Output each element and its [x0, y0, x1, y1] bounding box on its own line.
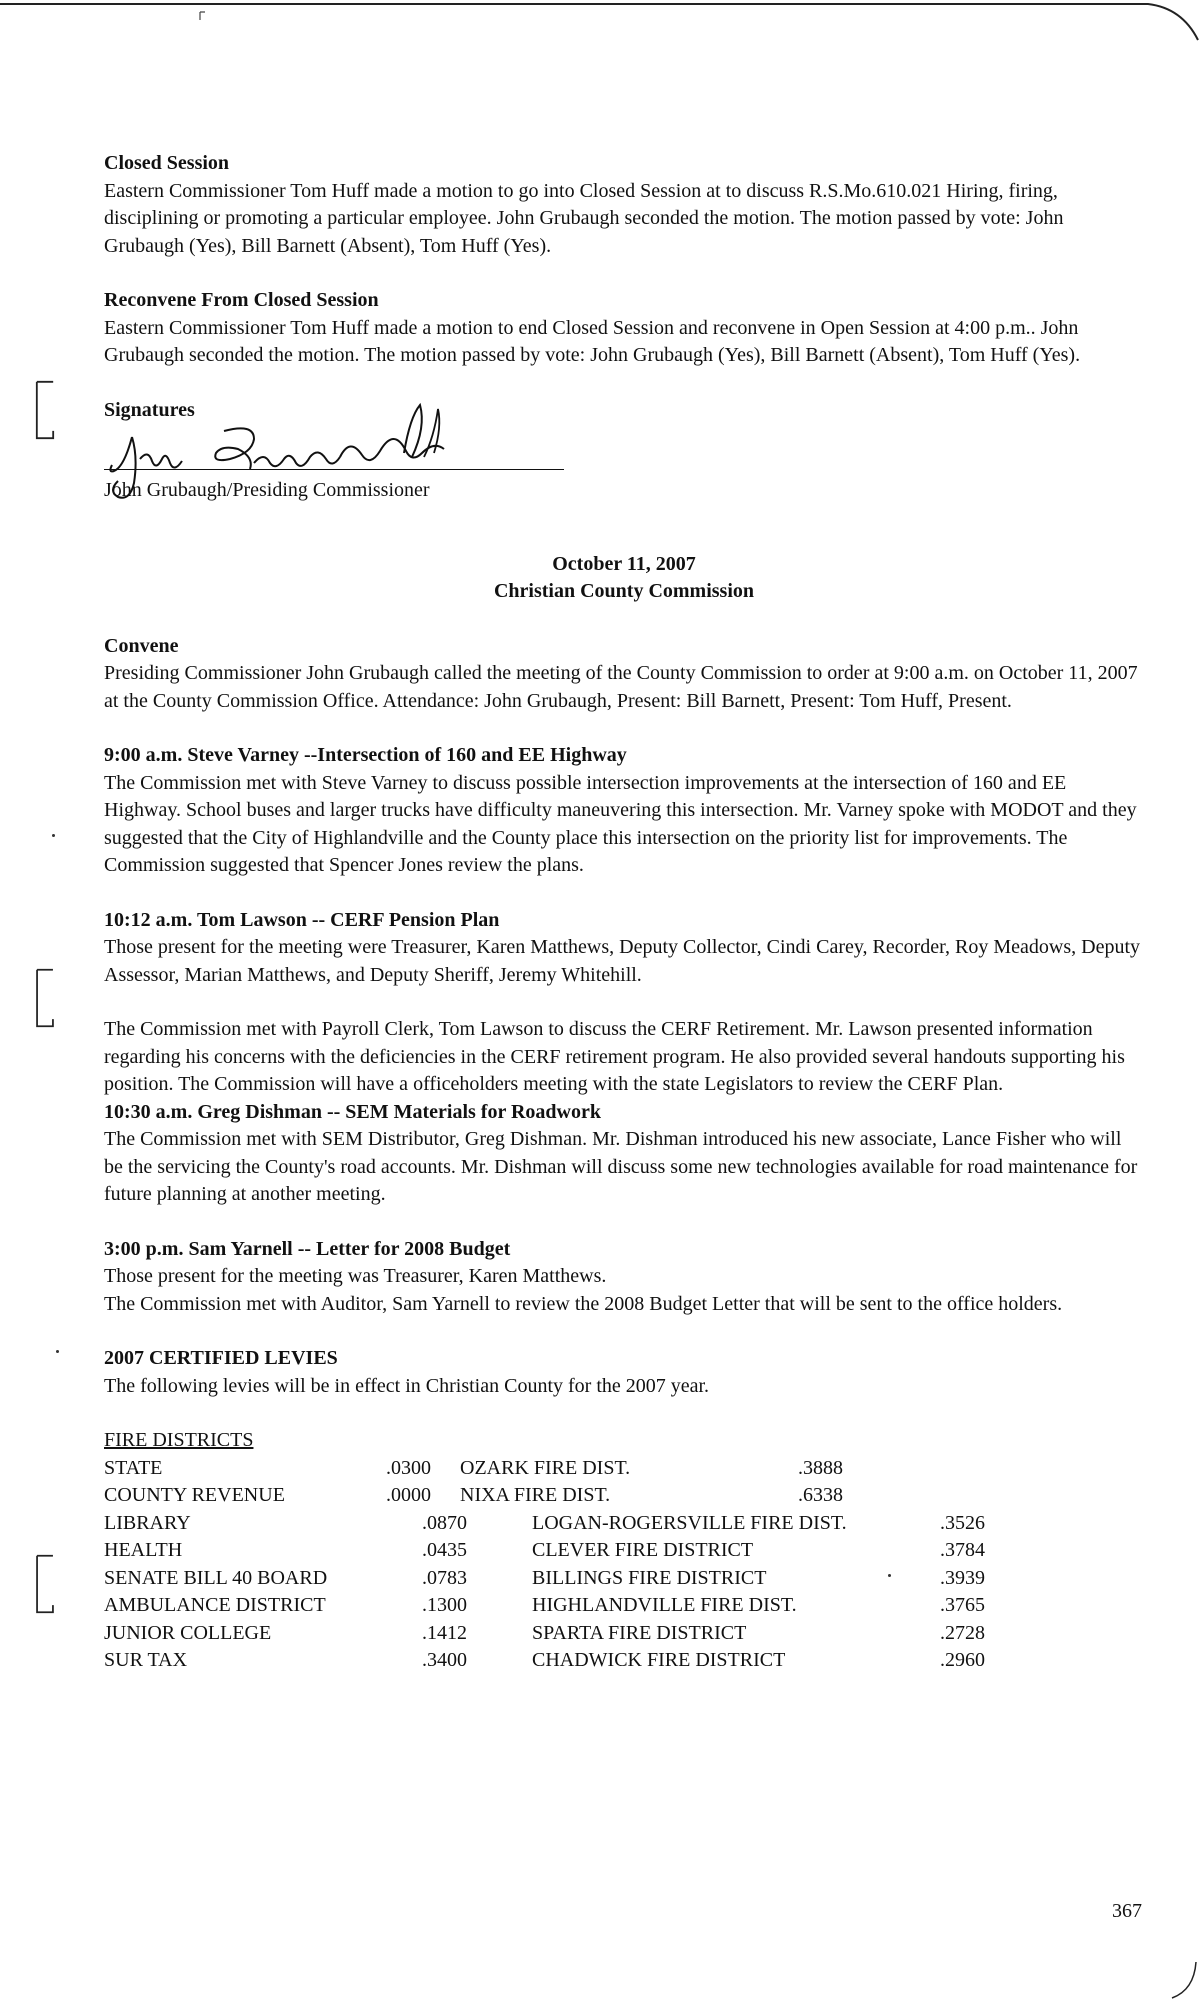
lawson-heading: 10:12 a.m. Tom Lawson -- CERF Pension Plan [104, 908, 500, 931]
levy-left-value: .0783 [422, 1566, 467, 1589]
levy-right-value: .3784 [940, 1539, 985, 1561]
closed-session-text: Eastern Commissioner Tom Huff made a motion to go into Closed Session at to discuss R.S.Mo.610.021 Hiring, firing, disciplining or promoting a particular employee. John Grubaugh seconded the motion. The motion passed by vote: John Grubaugh (Yes), Bill Barnett (Absent), Tom Huff (Yes). [104, 179, 1064, 257]
varney-text: The Commission met with Steve Varney to discuss possible intersection improvements at the intersection of 160 and EE Highway. School buses and larger trucks have difficulty maneuvering this intersection. Mr. Varney spoke with MODOT and they suggested that the City of Highlandville and the County place this intersection on the priority list for improvements. The Commission suggested that Spencer Jones review the plans. [104, 771, 1137, 876]
levy-left-name: JUNIOR COLLEGE [104, 1621, 272, 1644]
levy-left-name: SUR TAX [104, 1649, 188, 1671]
lawson-attendance-text: Those present for the meeting were Treasurer, Karen Matthews, Deputy Collector, Cindi Carey, Recorder, Roy Meadows, Deputy Assessor, Marian Matthews, and Deputy Sheriff, Jeremy Whitehill. [104, 936, 1141, 986]
levy-right-name: SPARTA FIRE DISTRICT [532, 1621, 747, 1644]
levy-right-value: .2728 [940, 1621, 985, 1644]
levy-row [104, 1647, 1144, 1675]
speck-mark [56, 1350, 59, 1353]
minutes-body [104, 150, 1144, 1675]
levy-right-name: OZARK FIRE DIST. [460, 1456, 631, 1479]
levy-right-name: LOGAN-ROGERSVILLE FIRE DIST. [532, 1511, 847, 1534]
levy-right-value: .3765 [940, 1594, 985, 1616]
levies-table [104, 1427, 1144, 1675]
levy-right-name: BILLINGS FIRE DISTRICT [532, 1566, 767, 1589]
levy-row [104, 1455, 1144, 1483]
levies-intro-section [104, 1345, 1144, 1400]
lawson-attendance-section [104, 907, 1144, 990]
levies-heading: 2007 CERTIFIED LEVIES [104, 1347, 338, 1369]
levy-right-value: .3888 [798, 1456, 843, 1479]
yarnell-attendance-text: Those present for the meeting was Treasurer, Karen Matthews. [104, 1265, 607, 1287]
levy-left-value: .0435 [422, 1539, 467, 1561]
lawson-discussion-section [104, 1016, 1144, 1099]
levy-left-name: LIBRARY [104, 1511, 191, 1534]
levy-right-value: .3939 [940, 1566, 985, 1589]
yarnell-discussion-text: The Commission met with Auditor, Sam Yarnell to review the 2008 Budget Letter that will be sent to the office holders. [104, 1292, 1063, 1315]
levy-right-value: .3526 [940, 1511, 985, 1534]
dishman-section [104, 1099, 1144, 1209]
signatures-heading: Signatures [104, 398, 195, 421]
levy-left-value: .0300 [386, 1456, 431, 1479]
signatures-section [104, 397, 1144, 507]
levy-row [104, 1510, 1144, 1538]
levy-right-name: CHADWICK FIRE DISTRICT [532, 1649, 786, 1671]
reconvene-section [104, 287, 1144, 370]
page-number: 367 [1112, 1900, 1142, 1922]
dishman-heading: 10:30 a.m. Greg Dishman -- SEM Materials for Roadwork [104, 1100, 601, 1123]
fire-districts-label: FIRE DISTRICTS [104, 1429, 254, 1451]
levy-row [104, 1620, 1144, 1648]
levy-row [104, 1592, 1144, 1620]
yarnell-heading: 3:00 p.m. Sam Yarnell -- Letter for 2008 Budget [104, 1237, 511, 1260]
levy-right-name: NIXA FIRE DIST. [460, 1484, 611, 1506]
levy-left-name: COUNTY REVENUE [104, 1484, 285, 1506]
levy-right-name: CLEVER FIRE DISTRICT [532, 1539, 754, 1561]
convene-section [104, 633, 1144, 716]
meeting-date: October 11, 2007 [552, 552, 696, 575]
levy-left-value: .0870 [422, 1511, 467, 1534]
closed-session-section [104, 150, 1144, 260]
levy-row [104, 1482, 1144, 1510]
closed-session-heading: Closed Session [104, 152, 230, 174]
binder-hole-mark [34, 380, 56, 440]
levy-left-name: AMBULANCE DISTRICT [104, 1594, 326, 1616]
binder-hole-mark [34, 968, 56, 1028]
reconvene-heading: Reconvene From Closed Session [104, 289, 379, 311]
meeting-header [104, 551, 1144, 606]
levy-left-value: .0000 [386, 1484, 431, 1506]
levy-left-name: SENATE BILL 40 BOARD [104, 1566, 328, 1589]
levy-left-name: HEALTH [104, 1539, 183, 1561]
convene-text: Presiding Commissioner John Grubaugh called the meeting of the County Commission to order at 9:00 a.m. on October 11, 2007 at the County Commission Office. Attendance: John Grubaugh, Present: Bill Barnett, Present: Tom Huff, Present. [104, 662, 1138, 712]
meeting-body-name: Christian County Commission [493, 580, 755, 602]
signature-caption: John Grubaugh/Presiding Commissioner [104, 478, 430, 501]
levy-right-value: .2960 [940, 1649, 985, 1671]
levy-left-name: STATE [104, 1456, 163, 1479]
levy-row [104, 1565, 1144, 1593]
levies-intro: The following levies will be in effect in Christian County for the 2007 year. [104, 1374, 710, 1397]
levy-left-value: .3400 [422, 1649, 467, 1671]
varney-heading: 9:00 a.m. Steve Varney --Intersection of 160 and EE Highway [104, 744, 627, 766]
convene-heading: Convene [104, 634, 179, 657]
varney-section [104, 742, 1144, 880]
levy-row [104, 1537, 1144, 1565]
levy-right-name: HIGHLANDVILLE FIRE DIST. [532, 1594, 797, 1616]
speck-mark [52, 834, 55, 837]
lawson-discussion-text: The Commission met with Payroll Clerk, Tom Lawson to discuss the CERF Retirement. Mr. Lawson presented information regarding his concerns with the deficiencies in the CERF retirement program. He also provided several handouts supporting his position. The Commission will have a officeholders meeting with the state Legislators to review the CERF Plan. [104, 1018, 1125, 1095]
binder-hole-mark [34, 1554, 56, 1614]
signature-line [104, 469, 564, 470]
levy-left-value: .1300 [422, 1594, 467, 1616]
dishman-text: The Commission met with SEM Distributor, Greg Dishman. Mr. Dishman introduced his new associate, Lance Fisher who will be the servicing the County's road accounts. Mr. Dishman will discuss some new technologies available for road maintenance for future planning at another meeting. [104, 1128, 1138, 1205]
reconvene-text: Eastern Commissioner Tom Huff made a motion to end Closed Session and reconvene in Open Session at 4:00 p.m.. John Grubaugh seconded the motion. The motion passed by vote: John Grubaugh (Yes), Bill Barnett (Absent), Tom Huff (Yes). [104, 316, 1081, 366]
yarnell-section [104, 1236, 1144, 1319]
levy-right-value: .6338 [798, 1484, 843, 1506]
levy-left-value: .1412 [422, 1621, 467, 1644]
